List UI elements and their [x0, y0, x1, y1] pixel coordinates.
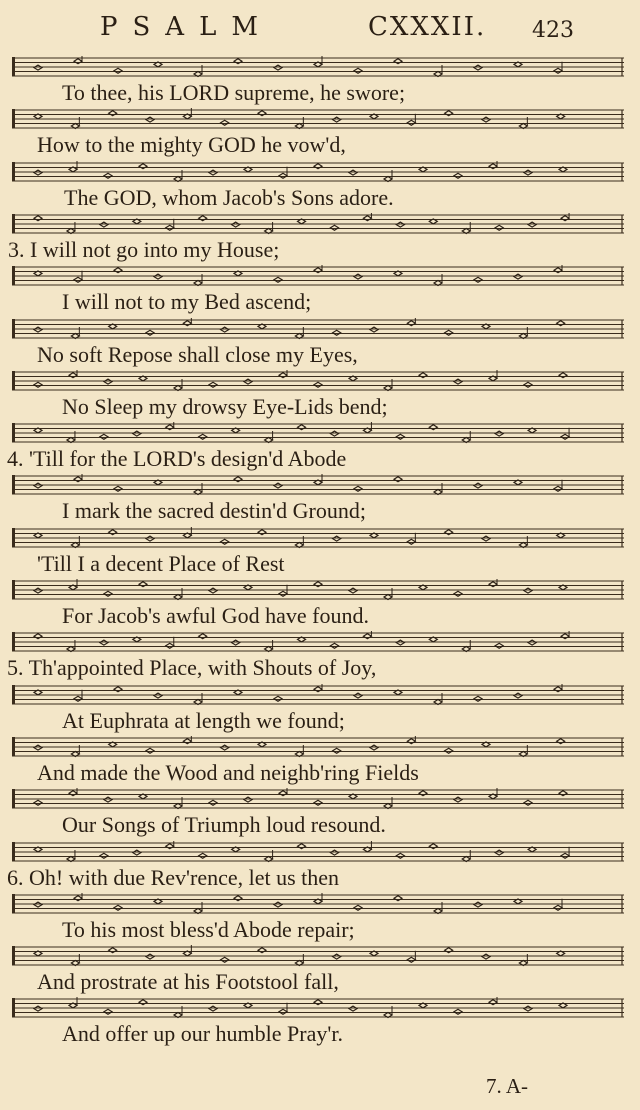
music-system [8, 527, 628, 579]
lyric-line: 5. Th'appointed Place, with Shouts of Joy, [7, 655, 377, 681]
note-head [133, 431, 141, 436]
music-system [8, 579, 628, 631]
lyric-line: The GOD, whom Jacob's Sons adore. [64, 184, 394, 210]
music-staff [8, 213, 628, 235]
note-head [279, 1010, 287, 1015]
note-head [146, 536, 154, 541]
clef-mark [12, 57, 15, 76]
note-head [354, 68, 362, 73]
clef-mark [12, 685, 15, 704]
note-head [199, 853, 207, 858]
note-head [354, 274, 362, 279]
note-head [528, 222, 536, 227]
note-head [133, 850, 141, 855]
clef-mark [12, 998, 15, 1017]
note-head [554, 68, 562, 73]
note-head [561, 434, 569, 439]
note-head [74, 696, 82, 701]
note-head [100, 853, 108, 858]
page-number: 423 [532, 18, 574, 43]
clef-mark [12, 632, 15, 651]
music-system [8, 893, 628, 945]
note-head [221, 121, 229, 126]
note-head [100, 434, 108, 439]
clef-mark [12, 842, 15, 861]
note-head [221, 327, 229, 332]
note-head [454, 1010, 462, 1015]
header-title: PSALM [100, 12, 273, 42]
note-head [232, 222, 240, 227]
note-head [370, 327, 378, 332]
music-system [8, 945, 628, 997]
music-system [8, 788, 628, 840]
note-head [454, 797, 462, 802]
music-system [8, 108, 628, 160]
note-head [166, 644, 174, 649]
lyric-line: 6. Oh! with due Rev'rence, let us then [7, 864, 340, 890]
clef-mark [12, 946, 15, 965]
music-staff [8, 474, 628, 496]
music-system [8, 841, 628, 893]
note-head [146, 330, 154, 335]
clef-mark [12, 789, 15, 808]
note-head [524, 382, 532, 387]
music-system [8, 474, 628, 526]
note-head [74, 277, 82, 282]
note-head [279, 591, 287, 596]
music-staff [8, 736, 628, 758]
note-head [495, 644, 503, 649]
clef-mark [12, 475, 15, 494]
lyric-line: To thee, his LORD supreme, he swore; [62, 80, 406, 105]
music-system [8, 56, 628, 108]
note-head [407, 121, 415, 126]
note-head [104, 797, 112, 802]
psalm-numeral: CXXXII. [368, 12, 487, 42]
music-system [8, 318, 628, 370]
lyric-line: No soft Repose shall close my Eyes, [37, 341, 358, 367]
music-staff [8, 422, 628, 444]
lyric-line: At Euphrata at length we found; [62, 707, 345, 733]
clef-mark [12, 162, 15, 181]
note-head [333, 954, 341, 959]
note-head [528, 640, 536, 645]
music-staff [8, 370, 628, 392]
note-head [524, 1006, 532, 1011]
note-head [34, 745, 42, 750]
note-head [333, 748, 341, 753]
note-head [232, 640, 240, 645]
note-head [274, 902, 282, 907]
note-head [474, 483, 482, 488]
note-head [524, 800, 532, 805]
note-head [34, 902, 42, 907]
note-head [199, 434, 207, 439]
note-head [221, 957, 229, 962]
note-head [274, 696, 282, 701]
note-head [34, 800, 42, 805]
lyric-line: I will not to my Bed ascend; [62, 289, 312, 315]
note-head [330, 850, 338, 855]
music-system [8, 370, 628, 422]
clef-mark [12, 580, 15, 599]
lyric-line: I mark the sacred destin'd Ground; [62, 498, 366, 524]
music-staff [8, 997, 628, 1019]
note-head [333, 536, 341, 541]
note-head [330, 644, 338, 649]
note-head [495, 431, 503, 436]
note-head [34, 588, 42, 593]
note-head [396, 640, 404, 645]
note-head [104, 591, 112, 596]
note-head [209, 588, 217, 593]
note-head [274, 277, 282, 282]
note-head [495, 850, 503, 855]
note-head [354, 905, 362, 910]
note-head [349, 588, 357, 593]
lyric-line: To his most bless'd Abode repair; [62, 916, 355, 942]
note-head [396, 434, 404, 439]
note-head [482, 954, 490, 959]
music-staff [8, 841, 628, 863]
music-staff [8, 161, 628, 183]
note-head [166, 225, 174, 230]
note-head [34, 1006, 42, 1011]
note-head [354, 487, 362, 492]
note-head [349, 170, 357, 175]
lyric-line: And prostrate at his Footstool fall, [37, 969, 339, 995]
note-head [146, 748, 154, 753]
note-head [34, 170, 42, 175]
note-head [221, 745, 229, 750]
note-head [445, 748, 453, 753]
music-system [8, 736, 628, 788]
note-head [445, 330, 453, 335]
note-head [279, 173, 287, 178]
note-head [314, 800, 322, 805]
note-head [104, 379, 112, 384]
note-head [104, 173, 112, 178]
music-system [8, 684, 628, 736]
note-head [274, 483, 282, 488]
lyric-line: 4. 'Till for the LORD's design'd Abode [7, 446, 347, 472]
music-staff [8, 265, 628, 287]
note-head [349, 1006, 357, 1011]
clef-mark [12, 423, 15, 442]
note-head [482, 536, 490, 541]
catchword: 7. A- [486, 1074, 528, 1098]
note-head [221, 539, 229, 544]
music-system [8, 265, 628, 317]
music-staff [8, 108, 628, 130]
music-system [8, 161, 628, 213]
music-staff [8, 579, 628, 601]
note-head [100, 222, 108, 227]
clef-mark [12, 371, 15, 390]
clef-mark [12, 528, 15, 547]
note-head [34, 327, 42, 332]
music-system [8, 213, 628, 265]
note-head [244, 379, 252, 384]
lyric-line: How to the mighty GOD he vow'd, [37, 132, 346, 158]
music-staff [8, 318, 628, 340]
note-head [454, 591, 462, 596]
music-staff [8, 893, 628, 915]
lyric-line: And made the Wood and neighb'ring Fields [37, 759, 419, 785]
note-head [474, 65, 482, 70]
lyric-line: For Jacob's awful God have found. [62, 603, 370, 628]
lyric-line: And offer up our humble Pray'r. [62, 1021, 343, 1047]
music-system [8, 422, 628, 474]
note-head [314, 382, 322, 387]
music-staff [8, 788, 628, 810]
music-staff [8, 56, 628, 78]
note-head [554, 487, 562, 492]
note-head [524, 588, 532, 593]
note-head [407, 957, 415, 962]
note-head [114, 905, 122, 910]
note-head [396, 853, 404, 858]
note-head [274, 65, 282, 70]
note-head [146, 117, 154, 122]
note-head [154, 693, 162, 698]
music-system [8, 631, 628, 683]
note-head [209, 800, 217, 805]
lyric-line: 'Till I a decent Place of Rest [37, 550, 285, 576]
running-header [0, 8, 640, 42]
note-head [474, 696, 482, 701]
note-head [354, 693, 362, 698]
note-head [554, 905, 562, 910]
note-head [454, 379, 462, 384]
note-head [104, 1010, 112, 1015]
note-head [396, 222, 404, 227]
note-head [514, 274, 522, 279]
note-head [407, 539, 415, 544]
lyric-line: Our Songs of Triumph loud resound. [62, 812, 386, 838]
note-head [114, 68, 122, 73]
note-head [524, 170, 532, 175]
lyric-line: 3. I will not go into my House; [8, 236, 280, 262]
note-head [474, 902, 482, 907]
note-head [495, 225, 503, 230]
note-head [370, 745, 378, 750]
clef-mark [12, 266, 15, 285]
clef-mark [12, 894, 15, 913]
note-head [514, 693, 522, 698]
clef-mark [12, 319, 15, 338]
note-head [209, 382, 217, 387]
note-head [333, 117, 341, 122]
music-system [8, 997, 628, 1049]
note-head [330, 431, 338, 436]
note-head [100, 640, 108, 645]
clef-mark [12, 109, 15, 128]
note-head [330, 225, 338, 230]
note-head [333, 330, 341, 335]
music-staff [8, 527, 628, 549]
note-head [114, 487, 122, 492]
note-head [34, 382, 42, 387]
clef-mark [12, 737, 15, 756]
lyric-line: No Sleep my drowsy Eye-Lids bend; [62, 393, 388, 419]
music-staff [8, 684, 628, 706]
clef-mark [12, 214, 15, 233]
note-head [454, 173, 462, 178]
note-head [154, 274, 162, 279]
note-head [146, 954, 154, 959]
music-staff [8, 945, 628, 967]
note-head [34, 65, 42, 70]
note-head [34, 483, 42, 488]
note-head [474, 277, 482, 282]
note-head [209, 170, 217, 175]
note-head [244, 797, 252, 802]
note-head [561, 853, 569, 858]
note-head [482, 117, 490, 122]
note-head [209, 1006, 217, 1011]
music-staff [8, 631, 628, 653]
